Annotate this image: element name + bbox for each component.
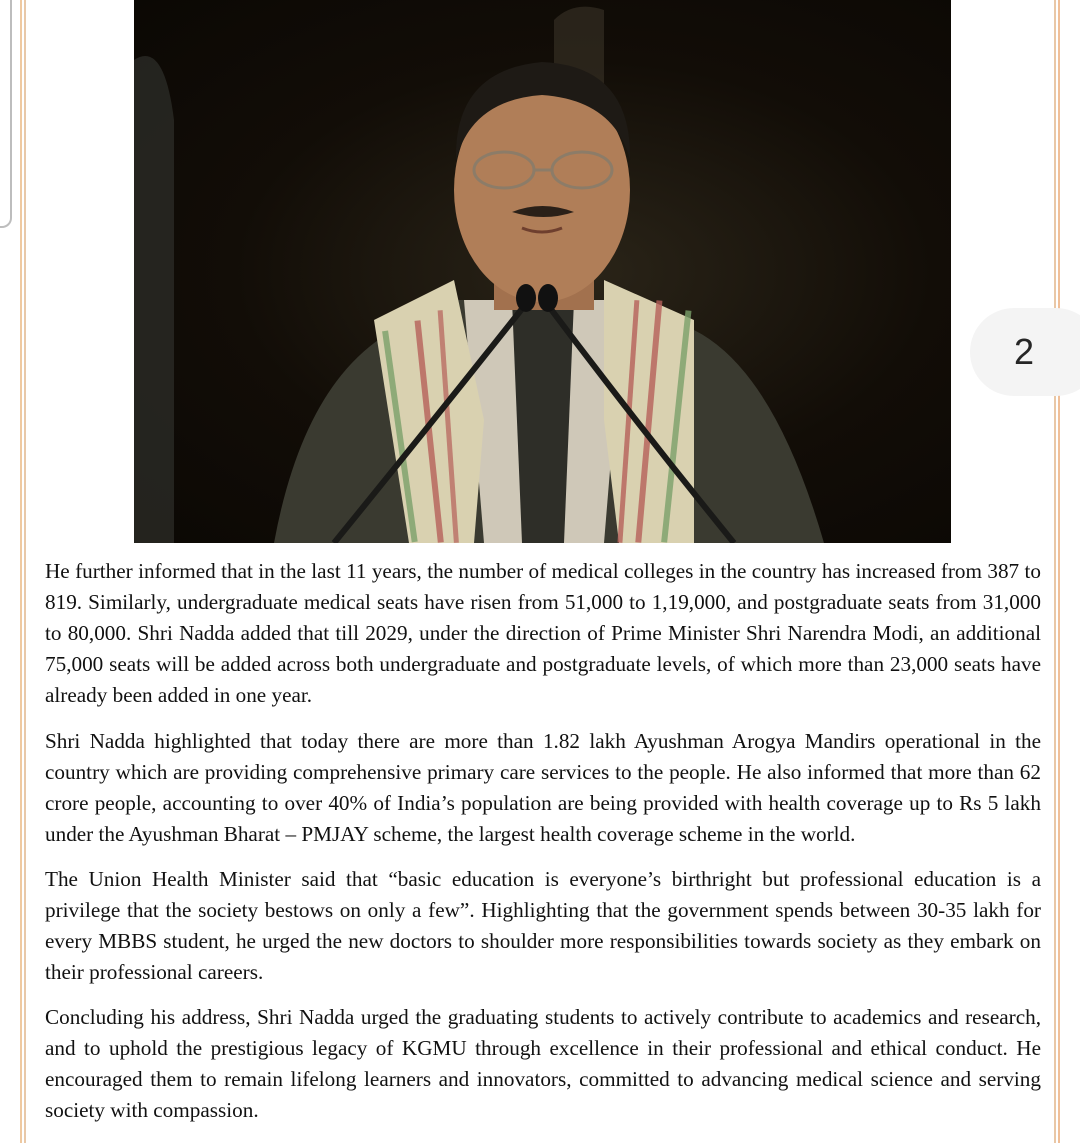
speaker-photo-illustration	[134, 0, 951, 543]
paragraph-medical-colleges: He further informed that in the last 11 years, the number of medical colleges in the country has increased from 387 to 819. Similarly, undergraduate medical seats have risen from 51,000 to 1,19,000, and postgraduate seats from 31,000 to 80,000. Shri Nadda added that till 2029, under the direction of Prime Minister Shri Narendra Modi, an additional 75,000 seats will be added across both undergraduate and postgraduate levels, of which more than 23,000 seats have already been added in one year.	[45, 559, 1041, 707]
paragraph-conclusion: Concluding his address, Shri Nadda urged the graduating students to actively contribute to academics and research, and to uphold the prestigious legacy of KGMU through excellence in their professional and ethical conduct. He encouraged them to remain lifelong learners and innovators, committed to advancing medical science and serving society with compassion.	[45, 1005, 1041, 1122]
page-number: 2	[1014, 331, 1035, 372]
page-border-right-inner	[1054, 0, 1056, 1143]
article-body	[45, 556, 1041, 1140]
paragraph-professional-education: The Union Health Minister said that “basic education is everyone’s birthright but professional education is a privilege that the society bestows on only a few”. Highlighting that the government spends between 30-35 lakh for every MBBS student, he urged the new doctors to shoulder more responsibilities towards society as they embark on their professional careers.	[45, 867, 1041, 984]
page-number-indicator	[970, 308, 1080, 396]
page-border-left-outer	[20, 0, 22, 1143]
paragraph-ayushman-arogya: Shri Nadda highlighted that today there are more than 1.82 lakh Ayushman Arogya Mandirs operational in the country which are providing comprehensive primary care services to the people. He also informed that more than 62 crore people, accounting to over 40% of India’s population are being provided with health coverage up to Rs 5 lakh under the Ayushman Bharat – PMJAY scheme, the largest health coverage scheme in the world.	[45, 729, 1041, 846]
page-border-right-outer	[1058, 0, 1060, 1143]
scroll-handle[interactable]	[0, 0, 12, 228]
page-border-left-inner	[24, 0, 26, 1143]
speaker-photo	[134, 0, 951, 543]
